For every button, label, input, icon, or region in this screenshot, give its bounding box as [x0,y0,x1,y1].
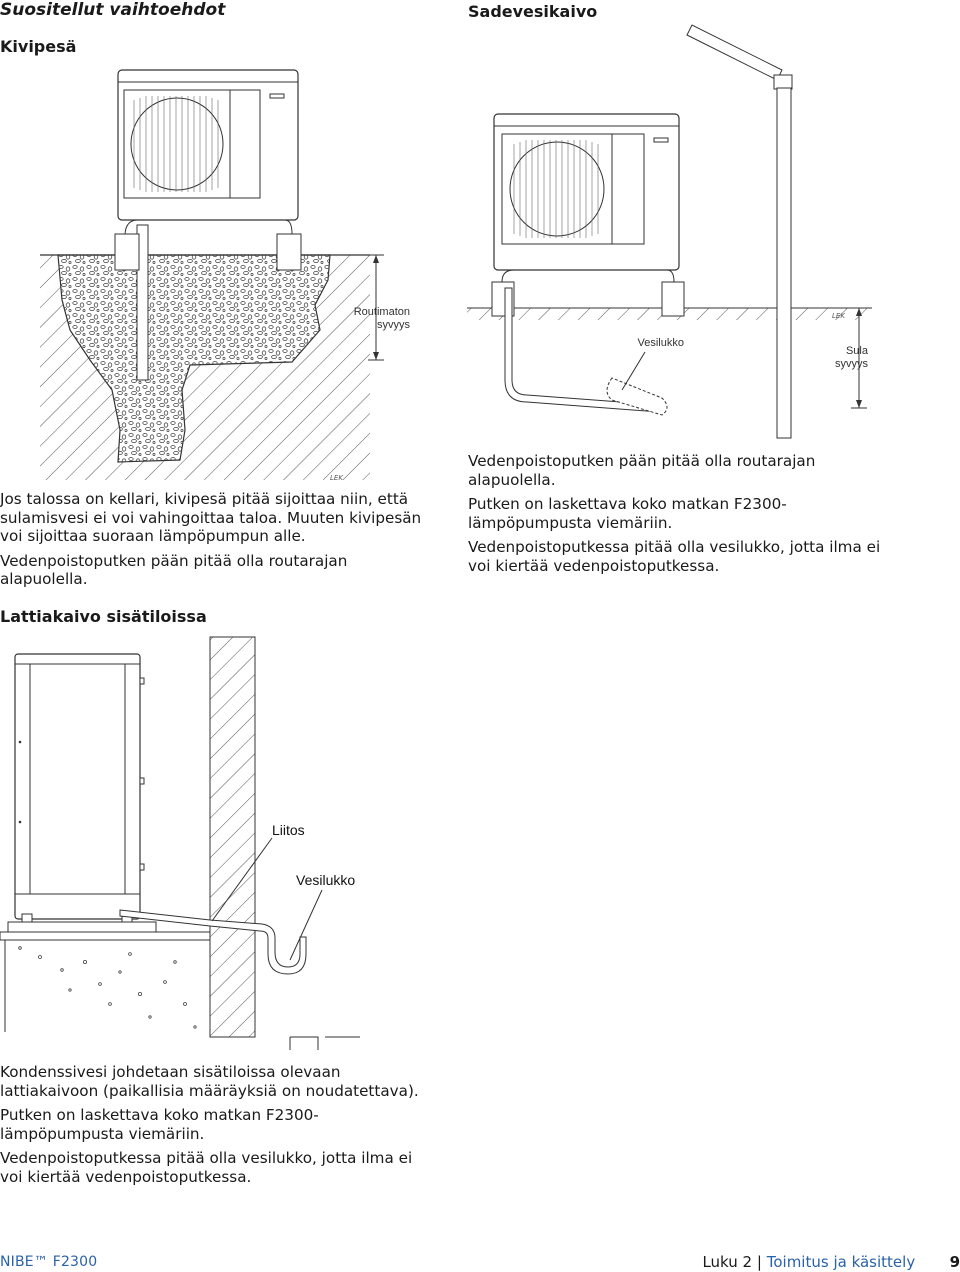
footer-chapter [702,1253,960,1271]
footer-chapter-title: Toimitus ja käsittely [766,1253,916,1271]
text-kivipesa [0,490,425,595]
downpipe [777,88,791,438]
subtitle-lattiakaivo: Lattiakaivo sisätiloissa [0,607,207,626]
label-connection: Liitos [272,822,305,838]
subtitle-sadevesikaivo: Sadevesikaivo [468,2,598,21]
label-trap-right: Vesilukko [637,337,684,349]
footer-page-number: 9 [949,1253,960,1271]
wall [210,637,255,1037]
label-frost-line2: syvyys [377,319,410,331]
paragraph: Vedenpoistoputken pään pitää olla routarajan alapuolella. [0,551,348,588]
footer-chapter-number: Luku 2 [702,1253,753,1271]
label-thaw-line2: syvyys [835,358,868,370]
text-sadevesikaivo [468,452,893,581]
heat-pump-unit-right [494,114,679,270]
diagram-floor-drain [0,632,440,1052]
paragraph: Jos talossa on kellari, kivipesä pitää sijoittaa niin, että sulamisvesi ei voi vahingoittaa taloa. Muuten kivipesän voi sijoittaa suoraan lämpöpumpun alle. [0,490,422,545]
watermark-left: LEK [330,474,343,482]
footer-product: NIBE™ F2300 [0,1254,98,1270]
subtitle-kivipesa: Kivipesä [0,37,77,56]
text-lattiakaivo [0,1063,425,1192]
label-frost-line1: Routimaton [353,306,410,318]
label-thaw-line1: Sula [845,345,868,357]
diagram-rainwater-well [462,20,882,440]
diagram-stone-pit [30,60,450,500]
label-frost-depth [330,306,410,332]
paragraph: Vedenpoistoputkessa pitää olla vesilukko, jotta ilma ei voi kiertää vedenpoistoputkessa. [468,538,881,575]
footer-separator: | [756,1253,762,1271]
paragraph: Vedenpoistoputkessa pitää olla vesilukko, jotta ilma ei voi kiertää vedenpoistoputkessa. [0,1149,413,1186]
watermark-right: LEK [832,312,845,320]
paragraph: Putken on laskettava koko matkan F2300-lämpöpumpusta viemäriin. [468,495,787,532]
label-trap-bottom: Vesilukko [296,872,356,888]
label-thaw-depth [800,345,868,371]
heat-pump-indoor-unit [15,654,140,919]
section-title: Suositellut vaihtoehdot [0,0,226,20]
paragraph: Putken on laskettava koko matkan F2300-lämpöpumpusta viemäriin. [0,1106,319,1143]
paragraph: Kondenssivesi johdetaan sisätiloissa olevaan lattiakaivoon (paikallisia määräyksiä on noudatettava). [0,1063,419,1100]
paragraph: Vedenpoistoputken pään pitää olla routarajan alapuolella. [468,452,816,489]
